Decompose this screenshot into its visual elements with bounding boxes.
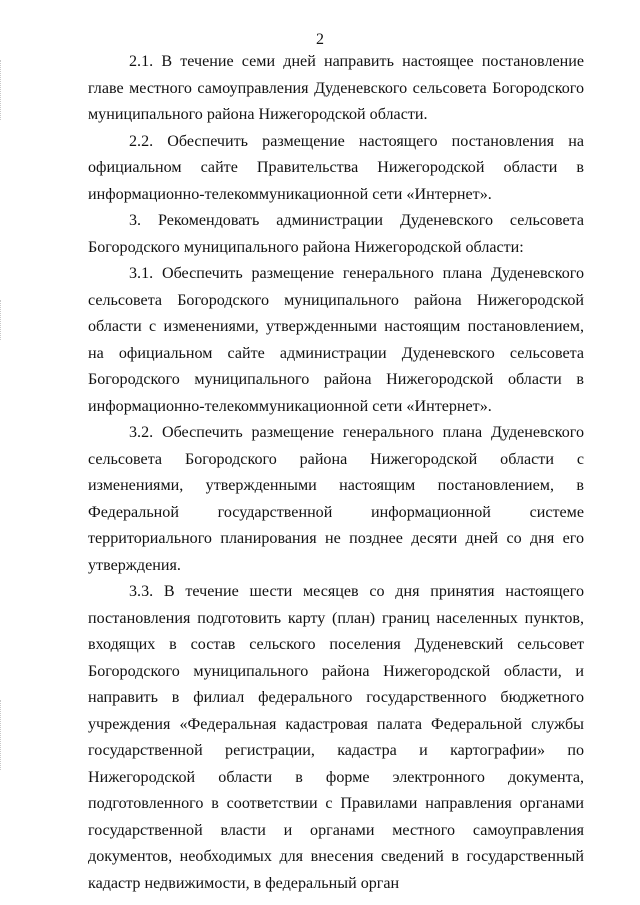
scan-edge-mark bbox=[0, 60, 4, 120]
paragraph-2-1: 2.1. В течение семи дней направить настоящее постановление главе местного самоуправления Дуденевского сельсовета Богородского муниципального района Нижегородской области. bbox=[88, 53, 584, 123]
document-body bbox=[88, 49, 584, 897]
page-number: 2 bbox=[316, 31, 324, 48]
paragraph-3-3: 3.3. В течение шести месяцев со дня принятия настоящего постановления подготовить карту (план) границ населенных пунктов, входящих в состав сельского поселения Дуденевский сельсовет Богородского муниципального района Нижегородской области, и направить в филиал федерального государственного бюджетного учреждения «Федеральная кадастровая палата Федеральной службы государственной регистрации, кадастра и картографии» по Нижегородской области в форме электронного документа, подготовленного в соответствии с Правилами направления органами государственной власти и органами местного самоуправления документов, необходимых для внесения сведений в государственный кадастр недвижимости, в федеральный орган bbox=[88, 583, 584, 892]
scan-edge-mark bbox=[0, 300, 4, 340]
paragraph-3: 3. Рекомендовать администрации Дуденевского сельсовета Богородского муниципального района Нижегородской области: bbox=[88, 212, 584, 256]
paragraph-3-2: 3.2. Обеспечить размещение генерального плана Дуденевского сельсовета Богородского района Нижегородской области с изменениями, утвержденными настоящим постановлением, в Федеральной государственной информационной системе территориального планирования не позднее десяти дней со дня его утверждения. bbox=[88, 424, 584, 574]
paragraph-3-1: 3.1. Обеспечить размещение генерального плана Дуденевского сельсовета Богородского муниципального района Нижегородской области с изменениями, утвержденными настоящим постановлением, на официальном сайте администрации Дуденевского сельсовета Богородского муниципального района Нижегородской области в информационно-телекоммуникационной сети «Интернет». bbox=[88, 265, 584, 415]
paragraph-2-2: 2.2. Обеспечить размещение настоящего постановления на официальном сайте Правительства Нижегородской области в информационно-телекоммуникационной сети «Интернет». bbox=[88, 132, 584, 203]
scan-edge-mark bbox=[0, 700, 4, 770]
